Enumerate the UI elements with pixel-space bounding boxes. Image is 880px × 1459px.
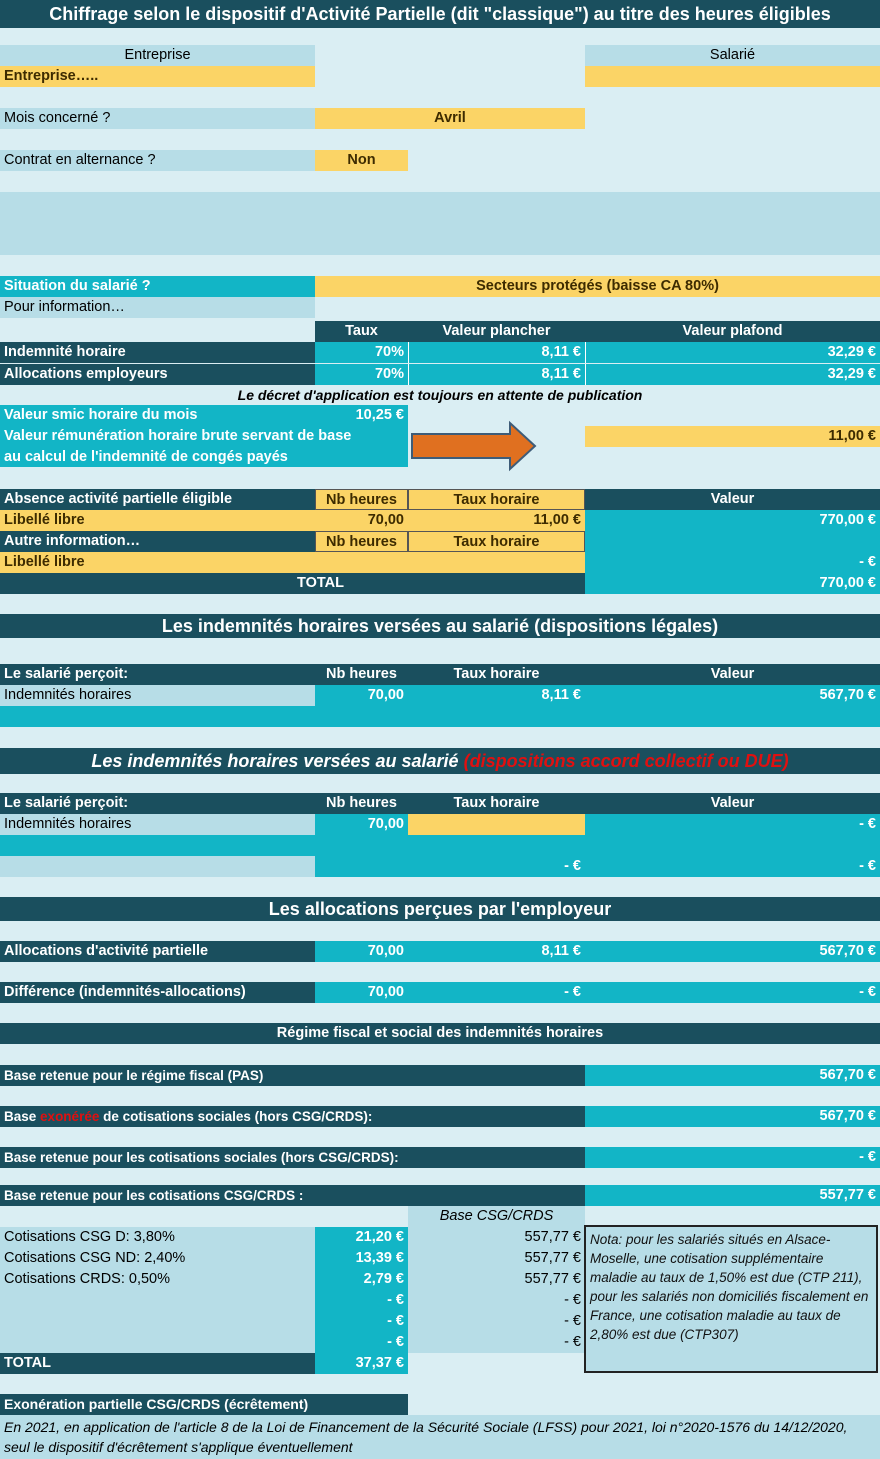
arrow-right-icon	[410, 420, 538, 472]
alternance-select[interactable]: Non	[315, 150, 408, 171]
situation-select[interactable]: Secteurs protégés (baisse CA 80%)	[315, 276, 880, 297]
rate-row-plancher: 8,11 €	[408, 364, 585, 385]
allocations-row-valeur: 567,70 €	[585, 941, 880, 962]
collectif-title-a: Les indemnités horaires versées au salarié	[91, 751, 459, 771]
collectif-row-valeur: - €	[585, 814, 880, 835]
cot-label: Base retenue pour les cotisations sociales (hors CSG/CRDS):	[0, 1147, 585, 1168]
collectif-title	[0, 748, 880, 774]
absence-row-taux[interactable]: 11,00 €	[408, 510, 585, 531]
csg-row-label: Cotisations CRDS: 0,50%	[4, 1271, 171, 1287]
entreprise-header: Entreprise	[0, 45, 315, 66]
difference-row-label: Différence (indemnités-allocations)	[0, 982, 315, 1003]
fiscal-title: Régime fiscal et social des indemnités horaires	[0, 1023, 880, 1044]
legal-sub-row	[0, 706, 880, 727]
absence-label: Absence activité partielle éligible	[0, 489, 315, 510]
legal-title: Les indemnités horaires versées au salarié (dispositions légales)	[0, 614, 880, 638]
pas-label: Base retenue pour le régime fiscal (PAS)	[0, 1065, 585, 1086]
smic-label: Valeur smic horaire du mois	[4, 407, 198, 423]
csg-total-value: 37,37 €	[315, 1353, 408, 1374]
rate-row-plancher: 8,11 €	[408, 342, 585, 363]
cot-value: - €	[585, 1147, 880, 1168]
absence-row-nb[interactable]: 70,00	[315, 510, 408, 531]
legal-row-valeur: 567,70 €	[585, 685, 880, 706]
mois-select[interactable]: Avril	[315, 108, 585, 129]
exoneration-label: Exonération partielle CSG/CRDS (écrêtement)	[0, 1394, 408, 1415]
csg-base-value: 557,77 €	[585, 1185, 880, 1206]
collectif-sub-label	[0, 856, 315, 877]
pas-value: 567,70 €	[585, 1065, 880, 1086]
exo-label-a: Base	[4, 1109, 37, 1124]
csg-row-value: - €	[387, 1292, 404, 1308]
decree-note: Le décret d'application est toujours en attente de publication	[237, 387, 643, 403]
collectif-percoit: Le salarié perçoit:	[4, 795, 129, 811]
absence-row-valeur: - €	[859, 554, 876, 570]
rates-header-plafond: Valeur plafond	[682, 323, 783, 339]
exo-label-b: exonérée	[40, 1109, 100, 1124]
alternance-label: Contrat en alternance ?	[0, 150, 315, 171]
rate-row-taux: 70%	[315, 342, 408, 363]
csg-base-label: Base retenue pour les cotisations CSG/CRDS :	[0, 1185, 585, 1206]
remun-value[interactable]: 11,00 €	[585, 426, 880, 447]
salarie-header: Salarié	[585, 45, 880, 66]
rate-row-plafond: 32,29 €	[585, 364, 880, 385]
rate-row-taux: 70%	[315, 364, 408, 385]
allocations-row-label: Allocations d'activité partielle	[0, 941, 315, 962]
sheet-title: Chiffrage selon le dispositif d'Activité Partielle (dit "classique") au titre des heures éligibles	[0, 0, 880, 28]
csg-row-label: Cotisations CSG D: 3,80%	[4, 1229, 175, 1245]
csg-base-header: Base CSG/CRDS	[439, 1208, 554, 1224]
rate-row-plafond: 32,29 €	[585, 342, 880, 363]
csg-row-value: 2,79 €	[363, 1271, 404, 1287]
exo-label-c: de cotisations sociales (hors CSG/CRDS):	[103, 1109, 373, 1124]
legal-h-nb: Nb heures	[326, 666, 397, 682]
csg-total-label: TOTAL	[0, 1353, 315, 1374]
mois-label: Mois concerné ?	[0, 108, 315, 129]
csg-row-value: - €	[387, 1334, 404, 1350]
entreprise-input[interactable]: Entreprise…..	[0, 66, 315, 87]
collectif-sub-valeur: - €	[585, 856, 880, 877]
csg-row-label: Cotisations CSG ND: 2,40%	[4, 1250, 186, 1266]
difference-row-nb: 70,00	[315, 982, 408, 1003]
collectif-row-nb: 70,00	[315, 814, 408, 835]
exo-label	[0, 1106, 585, 1127]
autre-h-taux: Taux horaire	[408, 531, 585, 552]
rate-row-label: Indemnité horaire	[0, 342, 315, 363]
csg-row-base: 557,77 €	[524, 1271, 581, 1287]
difference-row-taux: - €	[408, 982, 585, 1003]
autre-label: Autre information…	[0, 531, 315, 552]
absence-total-value: 770,00 €	[585, 573, 880, 594]
collectif-row-label: Indemnités horaires	[0, 814, 315, 835]
collectif-taux-input[interactable]	[408, 814, 585, 835]
collectif-sub-row	[0, 835, 880, 856]
csg-row-base: - €	[564, 1292, 581, 1308]
difference-row-valeur: - €	[585, 982, 880, 1003]
collectif-title-b: (dispositions accord collectif ou DUE)	[463, 751, 789, 771]
absence-h-valeur: Valeur	[585, 489, 880, 510]
legal-h-valeur: Valeur	[710, 666, 755, 682]
allocations-row-taux: 8,11 €	[408, 941, 585, 962]
nota-box: Nota: pour les salariés situés en Alsace-Moselle, une cotisation supplémentaire maladie au taux de 1,50% est due (CTP 211), pour les salariés non domiciliés fiscalement en France, une cotisation maladie au taux de 2,80% est due (CTP307)	[584, 1225, 878, 1373]
absence-total-label: TOTAL	[0, 573, 585, 594]
collectif-h-nb: Nb heures	[326, 795, 397, 811]
legal-row-taux: 8,11 €	[408, 685, 585, 706]
situation-label: Situation du salarié ?	[0, 276, 315, 297]
rates-header-taux: Taux	[345, 323, 378, 339]
csg-row-base: - €	[564, 1313, 581, 1329]
absence-h-nb: Nb heures	[315, 489, 408, 510]
csg-row-base: 557,77 €	[524, 1250, 581, 1266]
csg-row-value: 21,20 €	[355, 1229, 404, 1245]
rates-header-plancher: Valeur plancher	[442, 323, 551, 339]
autre-h-nb: Nb heures	[315, 531, 408, 552]
legal-row-label: Indemnités horaires	[0, 685, 315, 706]
csg-row-value: 13,39 €	[355, 1250, 404, 1266]
absence-h-taux: Taux horaire	[408, 489, 585, 510]
remun-label-2: au calcul de l'indemnité de congés payés	[4, 449, 288, 465]
csg-row-value: - €	[387, 1313, 404, 1329]
collectif-sub-taux: - €	[315, 856, 585, 877]
remun-label-1: Valeur rémunération horaire brute servant de base	[4, 428, 352, 444]
info-label: Pour information…	[0, 297, 315, 318]
absence-row-label[interactable]: Libellé libre	[0, 510, 315, 531]
absence-row-label[interactable]: Libellé libre	[0, 552, 315, 573]
csg-row-base: - €	[564, 1334, 581, 1350]
legal-percoit: Le salarié perçoit:	[4, 666, 129, 682]
absence-row-valeur: 770,00 €	[819, 512, 876, 528]
allocations-row-nb: 70,00	[315, 941, 408, 962]
blank-block	[0, 192, 880, 255]
salarie-input[interactable]	[585, 66, 880, 87]
collectif-h-valeur: Valeur	[710, 795, 755, 811]
smic-value: 10,25 €	[355, 407, 404, 423]
legal-h-taux: Taux horaire	[453, 666, 540, 682]
absence-row-inputs[interactable]	[315, 552, 585, 573]
rate-row-label: Allocations employeurs	[0, 364, 315, 385]
exo-value: 567,70 €	[585, 1106, 880, 1127]
allocations-title: Les allocations perçues par l'employeur	[0, 897, 880, 921]
csg-row-base: 557,77 €	[524, 1229, 581, 1245]
collectif-h-taux: Taux horaire	[453, 795, 540, 811]
exoneration-text: En 2021, en application de l'article 8 de la Loi de Financement de la Sécurité Sociale (LFSS) pour 2021, loi n°2020-1576 du 14/12/2020, seul le dispositif d'écrêtement s'applique éventuellement	[0, 1415, 880, 1459]
legal-row-nb: 70,00	[315, 685, 408, 706]
